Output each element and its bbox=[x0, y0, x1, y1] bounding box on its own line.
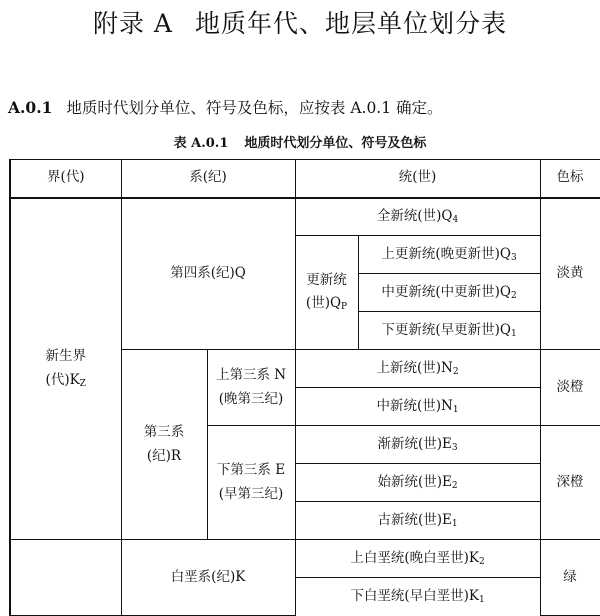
series-eocene-text: 始新统(世)E bbox=[377, 473, 452, 490]
cell-subseries-lower-pleistocene bbox=[358, 312, 540, 350]
cell-color-quaternary: 淡黄 bbox=[540, 198, 600, 350]
series-paleocene-text: 古新统(世)E bbox=[377, 511, 452, 528]
geologic-time-table bbox=[9, 159, 600, 616]
header-color: 色标 bbox=[540, 160, 600, 198]
subseries-upper-sub: 3 bbox=[510, 252, 517, 263]
era-cenozoic-line1: 新生界 bbox=[45, 348, 86, 365]
table-row bbox=[10, 198, 600, 236]
cell-system-quaternary bbox=[121, 198, 295, 350]
table-caption-text: 地质时代划分单位、符号及色标 bbox=[244, 136, 427, 151]
era-cenozoic-line2: (代)K bbox=[45, 371, 80, 388]
subseries-lower-sub: 1 bbox=[510, 328, 517, 339]
clause-text: 地质时代划分单位、符号及色标，应按表 A.0.1 确定。 bbox=[66, 99, 443, 117]
cell-system-cretaceous bbox=[121, 540, 295, 616]
system-quaternary-text: 第四系(纪)Q bbox=[170, 264, 246, 281]
cell-subseries-upper-pleistocene bbox=[358, 236, 540, 274]
cell-series-holocene bbox=[295, 198, 540, 236]
cell-color-paleogene: 深橙 bbox=[540, 426, 600, 540]
system-tertiary-line2: (纪)R bbox=[146, 447, 182, 464]
header-series: 统(世) bbox=[295, 160, 540, 198]
series-pliocene-text: 上新统(世)N bbox=[376, 359, 453, 376]
subseries-lower-text: 下更新统(早更新世)Q bbox=[381, 321, 511, 338]
header-system: 系(纪) bbox=[121, 160, 295, 198]
series-pleistocene-line2: (世)Q bbox=[305, 295, 342, 312]
system-cretaceous-text: 白垩系(纪)K bbox=[170, 568, 246, 585]
series-oligocene-text: 渐新统(世)E bbox=[377, 435, 452, 452]
cell-era-mesozoic bbox=[10, 540, 121, 616]
cell-system-tertiary bbox=[121, 350, 207, 540]
series-oligocene-sub: 3 bbox=[451, 442, 458, 453]
cell-series-pleistocene bbox=[295, 236, 358, 350]
series-upper-cretaceous-sub: 2 bbox=[478, 556, 485, 567]
cell-series-pliocene bbox=[295, 350, 540, 388]
clause-paragraph bbox=[8, 96, 443, 118]
series-miocene-sub: 1 bbox=[452, 404, 459, 415]
series-upper-cretaceous-text: 上白垩统(晚白垩世)K bbox=[350, 549, 479, 566]
era-cenozoic-sub: Z bbox=[79, 378, 86, 389]
subsystem-paleogene-line2: (早第三纪) bbox=[218, 485, 284, 502]
cell-series-eocene bbox=[295, 464, 540, 502]
cell-series-miocene bbox=[295, 388, 540, 426]
system-tertiary-line1: 第三系 bbox=[143, 423, 185, 440]
subsystem-neogene-line1: 上第三系 N bbox=[215, 366, 287, 383]
cell-era-cenozoic bbox=[10, 198, 121, 540]
clause-number: A.0.1 bbox=[8, 98, 53, 117]
header-era: 界(代) bbox=[10, 160, 121, 198]
cell-color-cretaceous: 绿 bbox=[540, 540, 600, 616]
subseries-upper-text: 上更新统(晚更新世)Q bbox=[381, 245, 511, 262]
series-paleocene-sub: 1 bbox=[451, 518, 458, 529]
cell-series-paleocene bbox=[295, 502, 540, 540]
series-holocene-text: 全新统(世)Q bbox=[376, 207, 453, 224]
table-caption bbox=[0, 132, 600, 151]
appendix-label: 附录 A bbox=[92, 9, 173, 38]
subseries-middle-text: 中更新统(中更新世)Q bbox=[381, 283, 511, 300]
table-caption-number: 表 A.0.1 bbox=[173, 136, 229, 151]
subsystem-paleogene-line1: 下第三系 E bbox=[216, 461, 286, 478]
subsystem-neogene-line2: (晚第三纪) bbox=[218, 390, 284, 407]
appendix-heading-text: 地质年代、地层单位划分表 bbox=[195, 9, 508, 38]
series-eocene-sub: 2 bbox=[451, 480, 458, 491]
cell-subseries-middle-pleistocene bbox=[358, 274, 540, 312]
series-pleistocene-line1: 更新统 bbox=[306, 271, 347, 288]
series-lower-cretaceous-text: 下白垩统(早白垩世)K bbox=[350, 587, 479, 604]
subseries-middle-sub: 2 bbox=[510, 290, 517, 301]
cell-subsystem-paleogene bbox=[207, 426, 295, 540]
cell-series-oligocene bbox=[295, 426, 540, 464]
appendix-title bbox=[0, 4, 600, 40]
cell-subsystem-neogene bbox=[207, 350, 295, 426]
series-holocene-sub: 4 bbox=[452, 214, 459, 225]
series-miocene-text: 中新统(世)N bbox=[376, 397, 453, 414]
series-lower-cretaceous-sub: 1 bbox=[478, 594, 485, 605]
table-header-row bbox=[10, 160, 600, 198]
series-pleistocene-sub: P bbox=[341, 302, 348, 313]
cell-color-neogene: 淡橙 bbox=[540, 350, 600, 426]
series-pliocene-sub: 2 bbox=[452, 366, 459, 377]
cell-series-upper-cretaceous bbox=[295, 540, 540, 578]
table-row bbox=[10, 540, 600, 578]
